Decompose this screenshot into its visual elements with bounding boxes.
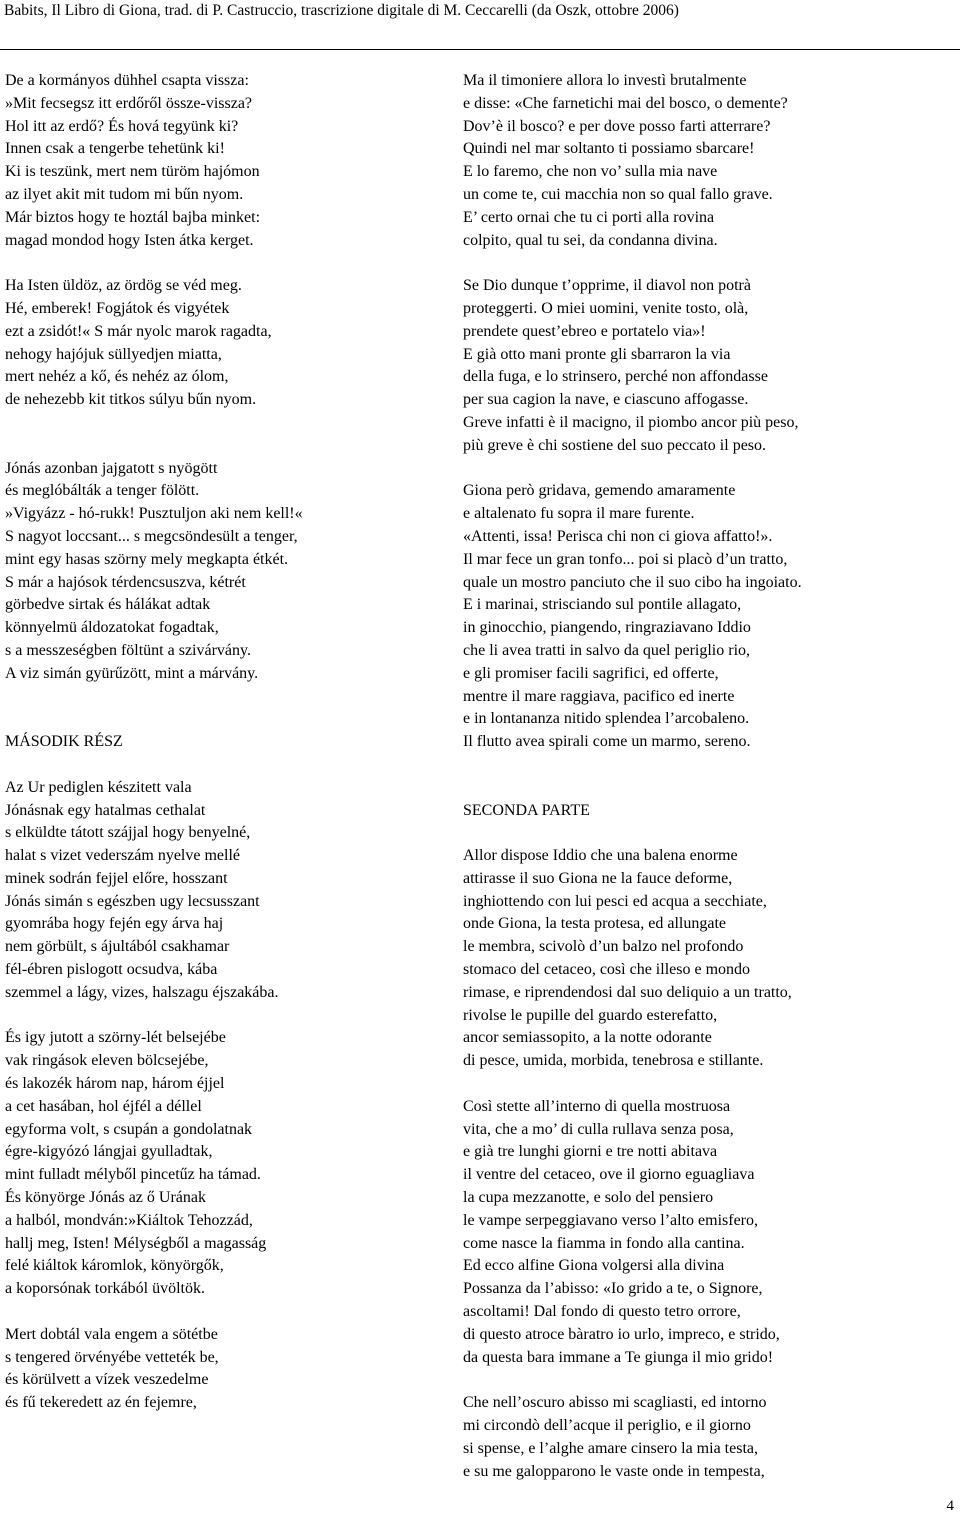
verse-line: attirasse il suo Giona ne la fauce deforme, [463,869,733,887]
stanza [5,70,445,252]
verse-line: Possanza da l’abisso: «Io grido a te, o Signore, [463,1280,763,1298]
verse-line: Se Dio dunque t’opprime, il diavol non potrà [463,277,751,295]
stanza-gap [5,686,445,732]
verse-line: A viz simán gyürűzött, mint a márvány. [5,664,259,682]
verse-line: e disse: «Che farnetichi mai del bosco, o demente? [463,94,788,112]
verse-line: E lo faremo, che non vo’ sulla mia nave [463,163,718,181]
verse-line: égre-kigyózó lángjai gyulladtak, [5,1143,213,1161]
verse-line: s a messzeségben föltünt a szivárvány. [5,641,251,659]
verse-line: Il flutto avea spirali come un marmo, sereno. [463,733,751,751]
stanza [5,458,445,686]
stanza [463,845,953,1073]
verse-line: és körülvett a vízek veszedelme [5,1371,209,1389]
stanza [5,275,445,412]
verse-line: Giona però gridava, gemendo amaramente [463,482,736,500]
stanza-gap [5,412,445,458]
verse-line: si spense, e l’alghe amare cinsero la mia testa, [463,1439,758,1457]
verse-line: inghiottendo con lui pesci ed acqua a secchiate, [463,892,767,910]
verse-line: onde Giona, la testa protesa, ed allungate [463,915,727,933]
verse-line: della fuga, e lo strinsero, perché non affondasse [463,368,768,386]
verse-line: più greve è chi sostiene del suo peccato il peso. [463,436,767,454]
stanza [463,70,953,252]
header-divider [0,49,960,50]
verse-line: nem görbült, s ájultából csakhamar [5,938,230,956]
verse-line: mentre il mare raggiava, pacifico ed inerte [463,687,735,705]
stanza-gap [5,252,445,275]
verse-line: és meglóbálták a tenger fölött. [5,482,200,500]
verse-line: »Vigyázz - hó-rukk! Pusztuljon aki nem kell!« [5,505,303,523]
verse-line: gyomrába hogy fején egy árva haj [5,915,224,933]
verse-line: ascoltami! Dal fondo di questo tetro orrore, [463,1303,741,1321]
stanza-gap [463,1369,953,1392]
verse-line: ancor semiassopito, a la notte odorante [463,1029,712,1047]
verse-line: felé kiáltok káromlok, könyörgők, [5,1257,224,1275]
verse-line: le vampe serpeggiavano verso l’alto emisfero, [463,1211,758,1229]
verse-line: Innen csak a tengerbe tehetünk ki! [5,140,225,158]
verse-line: quale un mostro panciuto che il suo cibo ha ingoiato. [463,573,802,591]
verse-line: Jónás simán s egészben ugy lecsusszant [5,892,260,910]
verse-line: Hol itt az erdő? És hová tegyünk ki? [5,117,239,135]
verse-line: prendete quest’ebreo e portatelo via»! [463,322,706,340]
verse-line: Ki is teszünk, mert nem türöm hajómon [5,163,260,181]
verse-line: colpito, qual tu sei, da condanna divina. [463,231,718,249]
verse-line: ezt a zsidót!« S már nyolc marok ragadta, [5,322,272,340]
verse-line: un come te, cui macchia non so qual fallo grave. [463,185,773,203]
verse-line: Hé, emberek! Fogjátok és vigyétek [5,299,230,317]
verse-line: Ed ecco alfine Giona volgersi alla divina [463,1257,725,1275]
italian-column [463,70,953,1483]
stanza-gap [5,1301,445,1324]
verse-line: le membra, scivolò d’un balzo nel profondo [463,938,744,956]
verse-line: szemmel a lágy, vizes, halszagu éjszakába. [5,983,279,1001]
verse-line: e gli promiser facili sagrifici, ed offerte, [463,664,719,682]
verse-line: «Attenti, issa! Perisca chi non ci giova affatto!». [463,527,773,545]
verse-line: »Mit fecsegsz itt erdőről össze-vissza? [5,94,253,112]
verse-line: Il mar fece un gran tonfo... poi si placò d’un tratto, [463,550,788,568]
verse-line: mint fulladt mélyből pincetűz ha támad. [5,1166,261,1184]
verse-line: che li avea tratti in salvo da quel periglio rio, [463,641,751,659]
verse-line: hallj meg, Isten! Mélységből a magasság [5,1234,267,1252]
verse-line: Greve infatti è il macigno, il piombo ancor più peso, [463,413,799,431]
verse-line: Che nell’oscuro abisso mi scagliasti, ed intorno [463,1394,767,1412]
hungarian-column [5,70,445,1415]
verse-line: di pesce, umida, morbida, tenebrosa e stillante. [463,1052,764,1070]
verse-line: Quindi nel mar soltanto ti possiamo sbarcare! [463,140,755,158]
verse-line: in ginocchio, piangendo, ringraziavano Iddio [463,619,751,637]
verse-line: magad mondod hogy Isten átka kerget. [5,231,254,249]
verse-line: görbedve sirtak és hálákat adtak [5,596,211,614]
verse-line: Jónás azonban jajgatott s nyögött [5,459,218,477]
verse-line: mi circondò dell’acque il periglio, e il giorno [463,1417,751,1435]
verse-line: e altalenato fu sopra il mare furente. [463,505,695,523]
stanza-gap [5,1005,445,1028]
verse-line: és lakozék három nap, három éjjel [5,1075,225,1093]
verse-line: s elküldte tátott szájjal hogy benyelné, [5,824,251,842]
verse-line: Ha Isten üldöz, az ördög se véd meg. [5,277,242,295]
stanza-gap [463,252,953,275]
verse-line: és fű tekeredett az én fejemre, [5,1394,197,1412]
verse-line: egyforma volt, s csupán a gondolatnak [5,1120,253,1138]
verse-line: fél-ébren pislogott ocsudva, kába [5,961,218,979]
stanza-gap [463,1073,953,1096]
section-heading: MÁSODIK RÉSZ [5,733,123,751]
section-heading: SECONDA PARTE [463,801,590,819]
verse-line: Jónásnak egy hatalmas cethalat [5,801,206,819]
stanza [463,480,953,754]
verse-line: S nagyot loccsant... s megcsöndesült a tenger, [5,527,298,545]
verse-line: come nasce la fiamma in fondo alla cantina. [463,1234,745,1252]
verse-line: rimase, e riprendendosi dal suo deliquio a un tratto, [463,983,792,1001]
verse-line: la cupa mezzanotte, e solo del pensiero [463,1189,714,1207]
verse-line: De a kormányos dühhel csapta vissza: [5,72,249,89]
verse-line: vita, che a mo’ di culla rullava senza posa, [463,1120,734,1138]
verse-line: És könyörge Jónás az ő Urának [5,1189,206,1207]
verse-line: e già tre lunghi giorni e tre notti abitava [463,1143,718,1161]
verse-line: de nehezebb kit titkos súlyu bűn nyom. [5,391,257,409]
stanza [463,275,953,457]
verse-line: da questa bara immane a Te giunga il mio grido! [463,1348,774,1366]
stanza-gap [463,822,953,845]
verse-line: a halból, mondván:»Kiáltok Tehozzád, [5,1211,253,1229]
verse-line: nehogy hajójuk süllyedjen miatta, [5,345,222,363]
verse-line: stomaco del cetaceo, così che illeso e mondo [463,961,751,979]
verse-line: proteggerti. O miei uomini, venite tosto, olà, [463,299,749,317]
verse-line: Ma il timoniere allora lo investì brutalmente [463,72,747,89]
verse-line: E già otto mani pronte gli sbarraron la via [463,345,731,363]
verse-line: az ilyet akit mit tudom mi bűn nyom. [5,185,244,203]
verse-line: És igy jutott a szörny-lét belsejébe [5,1029,226,1047]
verse-line: mert nehéz a kő, és nehéz az ólom, [5,368,229,386]
page-number: 4 [946,1498,954,1514]
verse-line: minek sodrán fejjel előre, hosszant [5,869,228,887]
verse-line: könnyelmü áldozatokat fogadtak, [5,619,219,637]
stanza-gap [463,754,953,800]
verse-line: rivolse le pupille del guardo esterefatto, [463,1006,718,1024]
verse-line: Allor dispose Iddio che una balena enorme [463,847,738,865]
stanza [5,1324,445,1415]
verse-line: Dov’è il bosco? e per dove posso farti atterrare? [463,117,771,135]
verse-line: a cet hasában, hol éjfél a déllel [5,1097,202,1115]
stanza [463,1096,953,1370]
verse-line: e su me galopparono le vaste onde in tempesta, [463,1462,765,1480]
document-header: Babits, Il Libro di Giona, trad. di P. Castruccio, trascrizione digitale di M. Ceccarelli (da Oszk, ottobre 2006) [4,2,679,19]
verse-line: mint egy hasas szörny mely megkapta étkét. [5,550,289,568]
stanza-gap [5,754,445,777]
verse-line: Már biztos hogy te hoztál bajba minket: [5,208,261,226]
stanza [5,777,445,1005]
verse-line: e in lontananza nitido splendea l’arcobaleno. [463,710,750,728]
verse-line: E’ certo ornai che tu ci porti alla rovina [463,208,715,226]
verse-line: a koporsónak torkából üvöltök. [5,1280,205,1298]
verse-line: il ventre del cetaceo, ove il giorno eguagliava [463,1166,755,1184]
verse-line: E i marinai, strisciando sul pontile allagato, [463,596,742,614]
verse-line: Mert dobtál vala engem a sötétbe [5,1325,218,1343]
verse-line: vak ringások eleven bölcsejébe, [5,1052,209,1070]
verse-line: Così stette all’interno di quella mostruosa [463,1097,731,1115]
verse-line: S már a hajósok térdencsuszva, kétrét [5,573,246,591]
verse-line: s tengered örvényébe vetteték be, [5,1348,219,1366]
verse-line: per sua cagion la nave, e ciascuno affogasse. [463,391,749,409]
verse-line: di questo atroce bàratro io urlo, impreco, e strido, [463,1325,780,1343]
stanza [463,1392,953,1483]
verse-line: halat s vizet vederszám nyelve mellé [5,847,241,865]
verse-line: Az Ur pediglen készitett vala [5,778,192,796]
stanza-gap [463,458,953,481]
stanza [5,1027,445,1301]
